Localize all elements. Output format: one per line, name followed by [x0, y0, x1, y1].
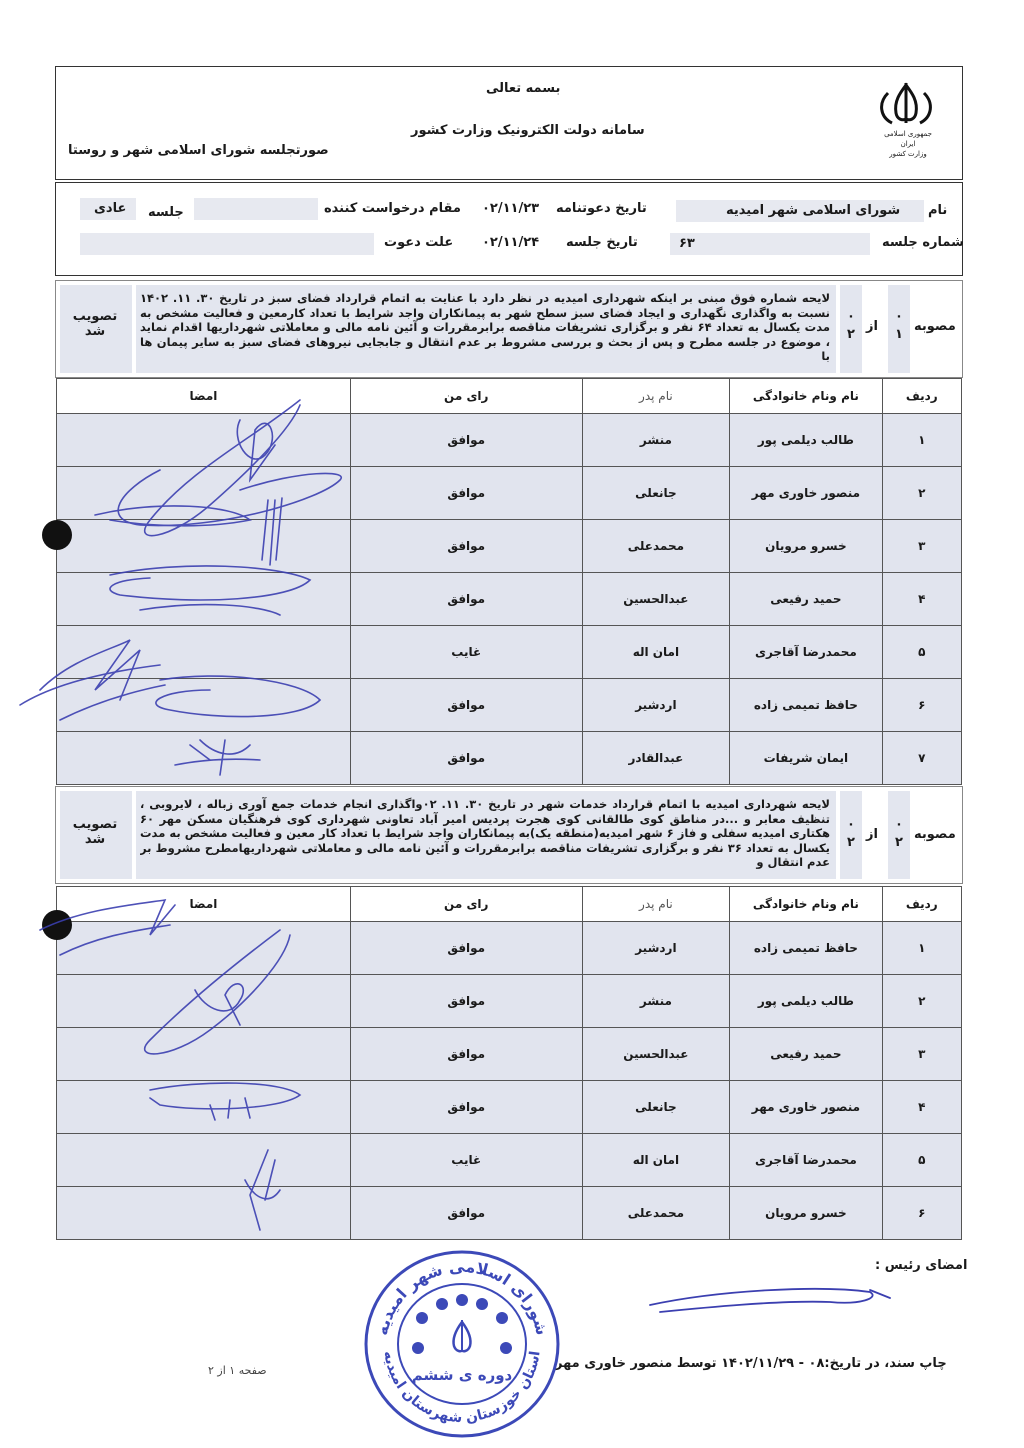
system-title: سامانه دولت الکترونیک وزارت کشور [411, 123, 645, 138]
member-name: خسرو مرویان [730, 1187, 882, 1240]
session-date-label: تاریخ جلسه [566, 235, 638, 250]
row-index: ۶ [882, 1187, 961, 1240]
table-row [57, 573, 962, 626]
member-name: حمید رفیعی [730, 1028, 882, 1081]
table-row [57, 922, 962, 975]
bismillah: بسمه تعالی [486, 81, 561, 96]
table-row [57, 732, 962, 785]
col-vote: رای من [350, 887, 582, 922]
resolution-1-total-bottom: ۲ [847, 327, 855, 342]
council-name-value: شورای اسلامی شهر امیدیه [726, 203, 901, 218]
document-title: صورتجلسه شورای اسلامی شهر و روستا [68, 143, 329, 158]
stamp-period: دوره ی ششم [411, 1366, 513, 1384]
row-index: ۴ [882, 573, 961, 626]
father-name: منشر [582, 975, 730, 1028]
row-index: ۵ [882, 626, 961, 679]
table-row [57, 1134, 962, 1187]
signature-cell [57, 626, 351, 679]
resolution-1-label: مصوبه [914, 319, 956, 334]
invite-date-value: ۰۲/۱۱/۲۳ [482, 201, 540, 216]
session-date-value: ۰۲/۱۱/۲۴ [482, 235, 540, 250]
vote-value: موافق [350, 573, 582, 626]
signature-cell [57, 732, 351, 785]
print-info: چاپ سند، در تاریخ:۰۸ - ۱۴۰۲/۱۱/۲۹ توسط منصور خاوری مهر [555, 1356, 947, 1371]
father-name: محمدعلی [582, 520, 730, 573]
table-row [57, 679, 962, 732]
member-name: طالب دیلمی پور [730, 414, 882, 467]
page-number: صفحه ۱ از ۲ [208, 1364, 267, 1377]
signature-cell [57, 922, 351, 975]
signature-cell [57, 520, 351, 573]
table-row [57, 1081, 962, 1134]
resolution-1-number-bottom: ۱ [895, 327, 903, 342]
vote-value: موافق [350, 1187, 582, 1240]
resolution-1-status: تصویب شد [72, 309, 118, 339]
vote-value: موافق [350, 467, 582, 520]
stamp-top-text: شورای اسلامی شهر امیدیه [372, 1256, 552, 1338]
vote-value: غایب [350, 626, 582, 679]
vote-table-1-header [57, 379, 962, 414]
table-row [57, 975, 962, 1028]
resolution-2 [55, 786, 963, 884]
father-name: اردشیر [582, 922, 730, 975]
binder-hole [42, 520, 72, 550]
session-number-value: ۶۳ [679, 236, 695, 251]
member-name: ایمان شریفات [730, 732, 882, 785]
resolution-1-number-top: ۰ [895, 309, 903, 324]
member-name: محمدرضا آقاجری [730, 626, 882, 679]
vote-value: موافق [350, 520, 582, 573]
header-box [55, 66, 963, 180]
vote-table-1 [56, 378, 962, 785]
resolution-2-text: لایحه شهرداری امیدیه با اتمام قرارداد خدمات شهر در تاریخ ۳۰. ۱۱. ۰۲واگذاری انجام خدمات جمع آوری زباله ، لایروبی ، تنظیف معابر و ...در مناطق کوی طالقانی کوی هجرت پردیس امیر آباد تعاونی شهرداری کوی فرهنگیان مسکن مهر ۶۰ هکتاری امیدیه سفلی و فاز ۶ شهر امیدیه(منطقه یک)به پیمانکاران واجد شرایط با تعداد کار معین و فعالیت مشخص به مدت یکسال به تعداد ۳۶ نفر و برگزاری تشریفات مناقصه برابرمقررات و آئین نامه مالی و معاملاتی شهرداریهامطرح مشروط بر عدم انتقال و [140, 797, 830, 870]
signature-cell [57, 573, 351, 626]
signature-cell [57, 414, 351, 467]
vote-value: موافق [350, 922, 582, 975]
father-name: منشر [582, 414, 730, 467]
meeting-info-box [55, 182, 963, 276]
col-father: نام پدر [582, 379, 730, 414]
resolution-2-of: از [866, 827, 878, 842]
iran-emblem-icon [874, 79, 938, 161]
col-signature: امضا [57, 887, 351, 922]
table-row [57, 467, 962, 520]
row-index: ۷ [882, 732, 961, 785]
row-index: ۱ [882, 922, 961, 975]
table-row [57, 414, 962, 467]
signature-cell [57, 1028, 351, 1081]
resolution-2-status: تصویب شد [72, 817, 118, 847]
session-number-label: شماره جلسه [882, 235, 964, 250]
table-row [57, 1028, 962, 1081]
row-index: ۳ [882, 520, 961, 573]
resolution-2-number-top: ۰ [895, 817, 903, 832]
member-name: محمدرضا آقاجری [730, 1134, 882, 1187]
col-index: ردیف [882, 379, 961, 414]
col-name: نام ونام خانوادگی [730, 379, 882, 414]
table-row [57, 1187, 962, 1240]
signature-cell [57, 1081, 351, 1134]
col-index: ردیف [882, 887, 961, 922]
col-father: نام پدر [582, 887, 730, 922]
vote-value: موافق [350, 1028, 582, 1081]
resolution-1 [55, 280, 963, 378]
table-row [57, 520, 962, 573]
member-name: حافظ تمیمی زاده [730, 922, 882, 975]
row-index: ۲ [882, 975, 961, 1028]
requester-label: مقام درخواست کننده [324, 201, 461, 216]
signature-cell [57, 975, 351, 1028]
resolution-1-total-top: ۰ [847, 309, 855, 324]
name-label: نام [928, 203, 948, 218]
resolution-2-number-bottom: ۲ [895, 835, 903, 850]
resolution-2-total-top: ۰ [847, 817, 855, 832]
row-index: ۱ [882, 414, 961, 467]
vote-value: موافق [350, 1081, 582, 1134]
row-index: ۲ [882, 467, 961, 520]
father-name: امان اله [582, 626, 730, 679]
stamp-bottom-text: استان خوزستان شهرستان امیدیه [380, 1349, 544, 1427]
col-vote: رای من [350, 379, 582, 414]
father-name: عبدالقادر [582, 732, 730, 785]
chair-signature-label: امضای رئیس : [875, 1258, 968, 1273]
vote-value: غایب [350, 1134, 582, 1187]
row-index: ۵ [882, 1134, 961, 1187]
binder-hole [42, 910, 72, 940]
member-name: طالب دیلمی پور [730, 975, 882, 1028]
emblem-caption: جمهوری اسلامی ایران وزارت کشور [884, 130, 932, 158]
row-index: ۴ [882, 1081, 961, 1134]
father-name: محمدعلی [582, 1187, 730, 1240]
member-name: خسرو مرویان [730, 520, 882, 573]
father-name: اردشیر [582, 679, 730, 732]
member-name: حمید رفیعی [730, 573, 882, 626]
vote-value: موافق [350, 975, 582, 1028]
resolution-2-label: مصوبه [914, 827, 956, 842]
vote-value: موافق [350, 679, 582, 732]
member-name: حافظ تمیمی زاده [730, 679, 882, 732]
vote-value: موافق [350, 414, 582, 467]
father-name: جانعلی [582, 1081, 730, 1134]
father-name: جانعلی [582, 467, 730, 520]
father-name: امان اله [582, 1134, 730, 1187]
table-row [57, 626, 962, 679]
resolution-2-total-bottom: ۲ [847, 835, 855, 850]
session-number-field [670, 233, 870, 255]
invite-reason-field [80, 233, 374, 255]
row-index: ۶ [882, 679, 961, 732]
signature-cell [57, 679, 351, 732]
col-name: نام ونام خانوادگی [730, 887, 882, 922]
member-name: منصور خاوری مهر [730, 1081, 882, 1134]
council-stamp [362, 1248, 562, 1440]
signature-cell [57, 467, 351, 520]
session-label: جلسه [148, 205, 184, 220]
father-name: عبدالحسین [582, 1028, 730, 1081]
vote-value: موافق [350, 732, 582, 785]
vote-table-2-header [57, 887, 962, 922]
resolution-1-of: از [866, 319, 878, 334]
col-signature: امضا [57, 379, 351, 414]
member-name: منصور خاوری مهر [730, 467, 882, 520]
signature-cell [57, 1187, 351, 1240]
signature-cell [57, 1134, 351, 1187]
vote-table-2 [56, 886, 962, 1240]
row-index: ۳ [882, 1028, 961, 1081]
father-name: عبدالحسین [582, 573, 730, 626]
requester-field [194, 198, 318, 220]
invite-reason-label: علت دعوت [384, 235, 454, 250]
invite-date-label: تاریخ دعوتنامه [556, 201, 647, 216]
resolution-1-text: لایحه شماره فوق مبنی بر اینکه شهرداری امیدیه در نظر دارد با عنایت به اتمام قرارداد فضای سبز در تاریخ ۳۰. ۱۱. ۱۴۰۲ نسبت به واگذاری نگهداری و ایجاد فضای سبز سطح شهر به پیمانکاران واجد شرایط با تعداد کارمعین و فعالیت مشخص به مدت یکسال به تعداد ۶۴ نفر و برگزاری تشریفات مناقصه برابرمقررات و آئین نامه مالی و معاملاتی شهرداریها اقدام نماید ، موضوع در جلسه مطرح و پس از بحث و بررسی مشروط بر عدم انتقال و جابجایی نیروهای فضای سبز به سایر پیمان ها با [140, 291, 830, 364]
session-type-value: عادی [94, 201, 127, 216]
